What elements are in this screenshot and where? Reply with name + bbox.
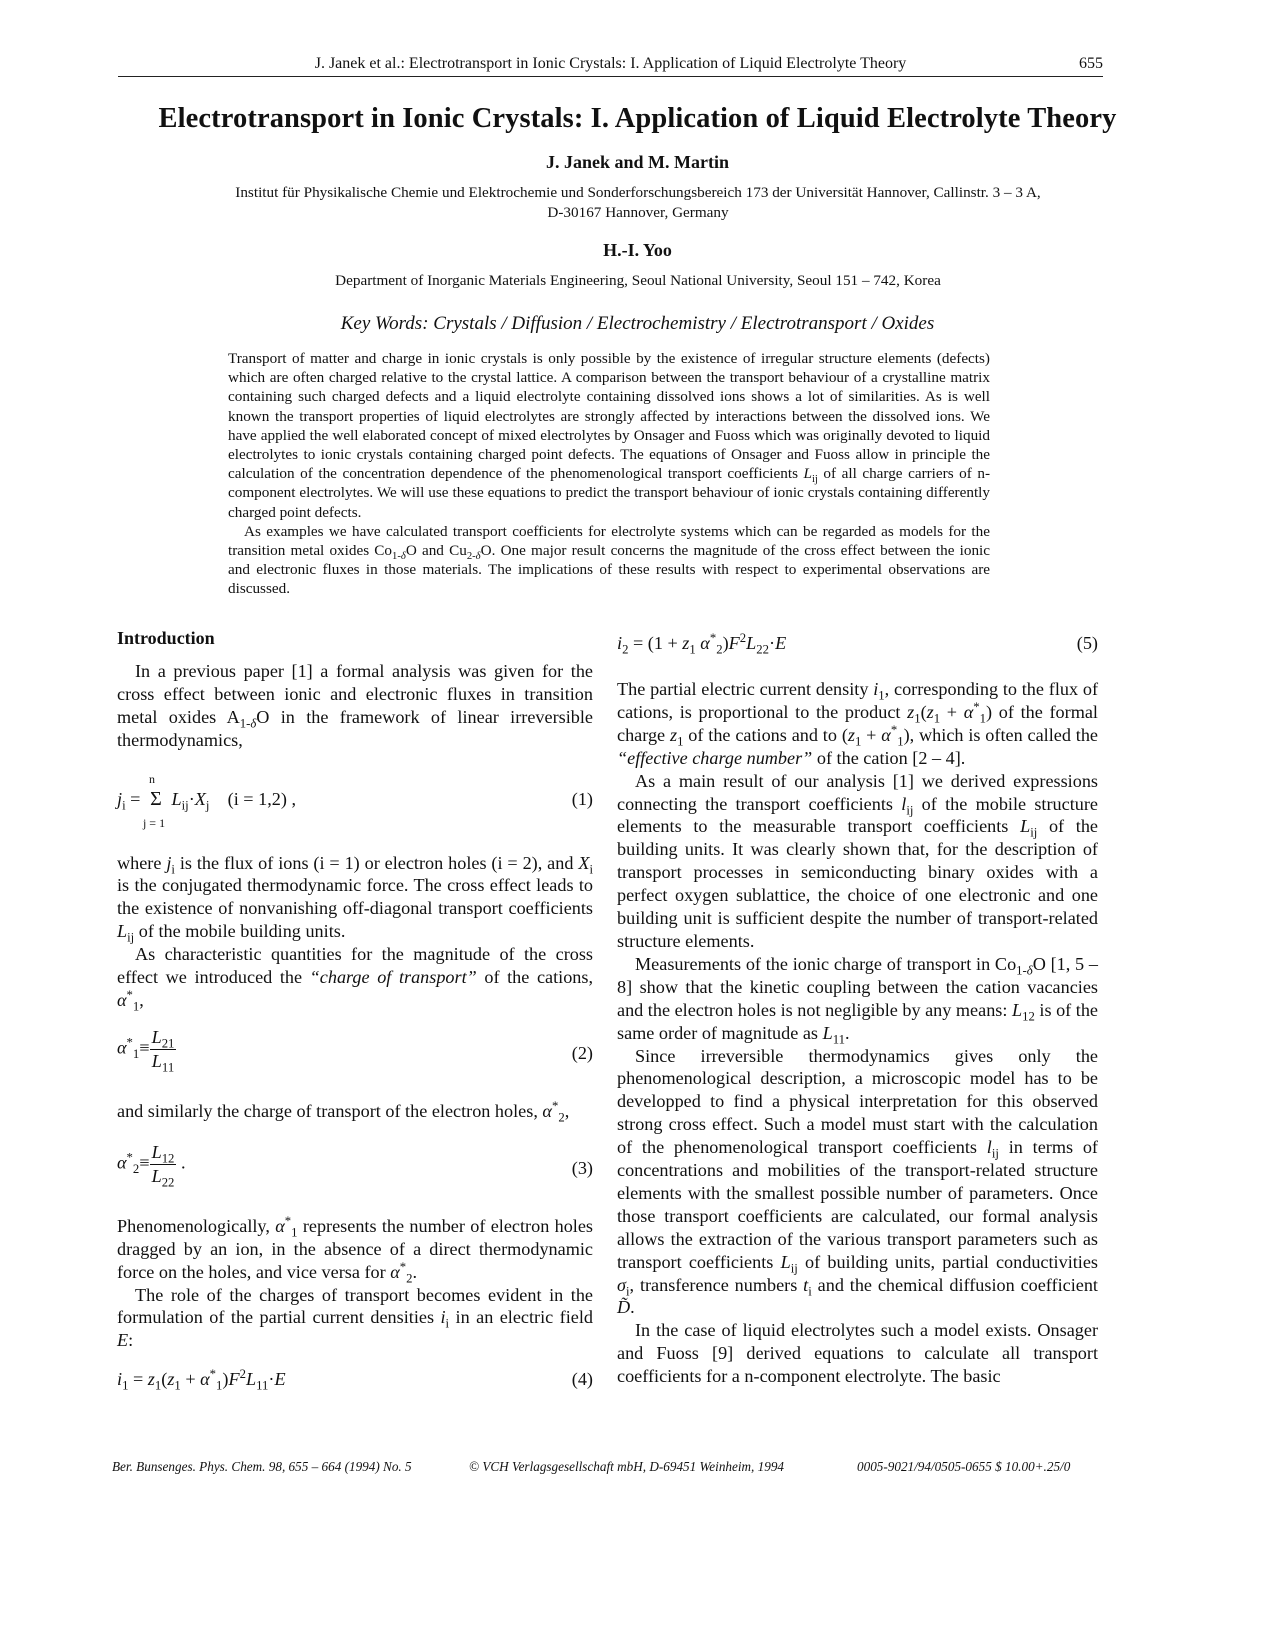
footer-journal: Ber. Bunsenges. Phys. Chem. 98, 655 – 664 (1994) No. 5 [112, 1459, 412, 1474]
equation-3-number: (3) [571, 1157, 593, 1178]
intro-paragraph-1: In a previous paper [1] a formal analysis was given for the cross effect between ionic and electronic fluxes in transition metal oxides $A_{1-\delta}O$ in the framework of linear irreversible thermodynamics, [117, 660, 593, 750]
abstract-paragraph-1: Transport of matter and charge in ionic crystals is only possible by the existence of irregular structure elements (defects) which are often charged relative to the crystal lattice. A comparison between the transport behaviour of a crystalline matrix containing such charged defects and a liquid electrolyte containing dissolved ions shows a lot of similarities. As is well known the transport properties of liquid electrolytes are strongly affected by interactions between the dissolved ions. We have applied the well elaborated concept of mixed electrolytes by Onsager and Fuoss which was originally devoted to liquid electrolytes to ionic crystals containing charged point defects. The equations of Onsager and Fuoss allow in principle the calculation of the concentration dependence of the phenomenological transport coefficients $L_{ij}$ of all charge carriers of n-component electrolytes. We will use these equations to predict the transport behaviour of ionic crystals containing differently charged point defects. [228, 350, 991, 521]
abstract-paragraph-2: As examples we have calculated transport coefficients for electrolyte systems which can be regarded as models for the transition metal oxides $Co_{1-\delta}O$ and $Cu_{2-\delta}O$. One major result concerns the magnitude of the cross effect between the ionic and electronic fluxes in those materials. The implications of these results with respect to experimental observations are discussed. [228, 522, 991, 598]
affiliation-1 [118, 183, 1158, 223]
equation-4-number: (4) [571, 1369, 593, 1390]
abstract [228, 349, 990, 599]
section-heading-introduction: Introduction [117, 628, 215, 648]
intro-paragraph-6: The role of the charges of transport becomes evident in the formulation of the partial current densities $i_i$ in an electric field E: [117, 1284, 593, 1351]
equation-5: $i_2 = (1 + z_1$ $\alpha^*_2)F^2L_{22}\cdot E$ (5) [617, 630, 1098, 657]
footer-code: 0005-9021/94/0505-0655 $ 10.00+.25/0 [857, 1459, 1071, 1474]
equation-5-number: (5) [1076, 633, 1098, 653]
equation-3: $\alpha^*_2\equiv$ $\frac{L_{12}}{L_{22}}$ . (3) [117, 1141, 593, 1190]
authors-group-2: H.-I. Yoo [603, 240, 672, 260]
intro-paragraph-3: As characteristic quantities for the magnitude of the cross effect we introduced the “charge of transport” of the cations, $\alpha^*_1$, [117, 944, 594, 1014]
right-column [617, 632, 1098, 1388]
intro-paragraph-2: where $j_i$ is the flux of ions (i = 1) or electron holes (i = 2), and $X_i$ is the conjugated thermodynamic force. The cross effect leads to the existence of nonvanishing off-diagonal transport coefficients $L_{ij}$ of the mobile building units. [117, 852, 593, 945]
authors-group-1: J. Janek and M. Martin [545, 152, 729, 172]
equation-2-number: (2) [571, 1042, 593, 1063]
article-title: Electrotransport in Ionic Crystals: I. Application of Liquid Electrolyte Theory [158, 103, 1117, 134]
equation-1-number: (1) [571, 788, 593, 809]
equation-4: $i_1 = z_1(z_1 + \alpha^*_1)F^2L_{11}\cdot E$ (4) [117, 1367, 593, 1393]
intro-paragraph-5: Phenomenologically, $\alpha^*_1$ represents the number of electron holes dragged by an ion, in the absence of a direct thermodynamic force on the holes, and vice versa for $\alpha^*_2$. [117, 1213, 593, 1286]
affiliation-1-line-1: Institut für Physikalische Chemie und Elektrochemie und Sonderforschungsbereich 173 der Universität Hannover, Callinstr. 3 – 3 A, [235, 184, 1041, 201]
affiliation-2: Department of Inorganic Materials Engineering, Seoul National University, Seoul 151 – 742, Korea [335, 272, 941, 289]
footer-publisher: © VCH Verlagsgesellschaft mbH, D-69451 Weinheim, 1994 [469, 1459, 785, 1474]
right-paragraph-5: In the case of liquid electrolytes such a model exists. Onsager and Fuoss [9] derived equations to calculate all transport coefficients for a n-component electrolyte. The basic [617, 1320, 1098, 1387]
right-paragraph-4: Since irreversible thermodynamics gives only the phenomenological description, a microscopic model has to be developped to find a physical interpretation for this observed strong cross effect. Such a model must start with the calculation of the phenomenological transport coefficients $l_{ij}$ in terms of concentrations and mobilities of the transport-related structure elements with the smallest possible number of parameters. Once those transport coefficients are calculated, our formal analysis allows the extraction of the various transport parameters such as transport coefficients $L_{ij}$ of building units, partial conductivities $\sigma_i$, transference numbers $t_i$ and the chemical diffusion coefficient D̃. [617, 1045, 1098, 1318]
page-number: 655 [1079, 55, 1103, 72]
right-paragraph-2: As a main result of our analysis [1] we derived expressions connecting the transport coefficients $l_{ij}$ of the mobile structure elements to the measurable transport coefficients $L_{ij}$ of the building units. It was clearly shown that, for the description of transport processes in semiconducting binary oxides with a perfect oxygen sublattice, the choice of one electronic and one building unit is sufficient despite the number of transport-related structure elements. [617, 770, 1098, 951]
left-column [117, 627, 593, 1392]
keywords: Key Words: Crystals / Diffusion / Electrochemistry / Electrotransport / Oxides [340, 313, 935, 334]
running-title: J. Janek et al.: Electrotransport in Ionic Crystals: I. Application of Liquid Electrolyte Theory [314, 55, 907, 72]
right-paragraph-1: The partial electric current density $i_1$, corresponding to the flux of cations, is proportional to the product $z_1(z_1 + \alpha^*_1)$ of the formal charge $z_1$ of the cations and to $(z_1 + \alpha^*_1)$, which is often called the “effective charge number” of the cation [2 – 4]. [617, 679, 1098, 768]
right-paragraph-3: Measurements of the ionic charge of transport in $Co_{1-\delta}O$ [1, 5 – 8] show that the kinetic coupling between the cation vacancies and the electron holes is not negligible by any means: $L_{12}$ is of the same order of magnitude as $L_{11}$. [617, 953, 1098, 1047]
equation-2: $\alpha^*_1\equiv$ $\frac{L_{21}}{L_{11}}$ (2) [117, 1026, 593, 1075]
header-rule [118, 76, 1103, 77]
equation-1: $j_i$ = n Σ j = 1 $L_{ij}\cdot X_j$ (i = 1,2) , (1) [117, 771, 593, 830]
affiliation-1-line-2: D-30167 Hannover, Germany [547, 204, 729, 221]
intro-paragraph-4: and similarly the charge of transport of the electron holes, $\alpha^*_2$, [117, 1098, 570, 1125]
